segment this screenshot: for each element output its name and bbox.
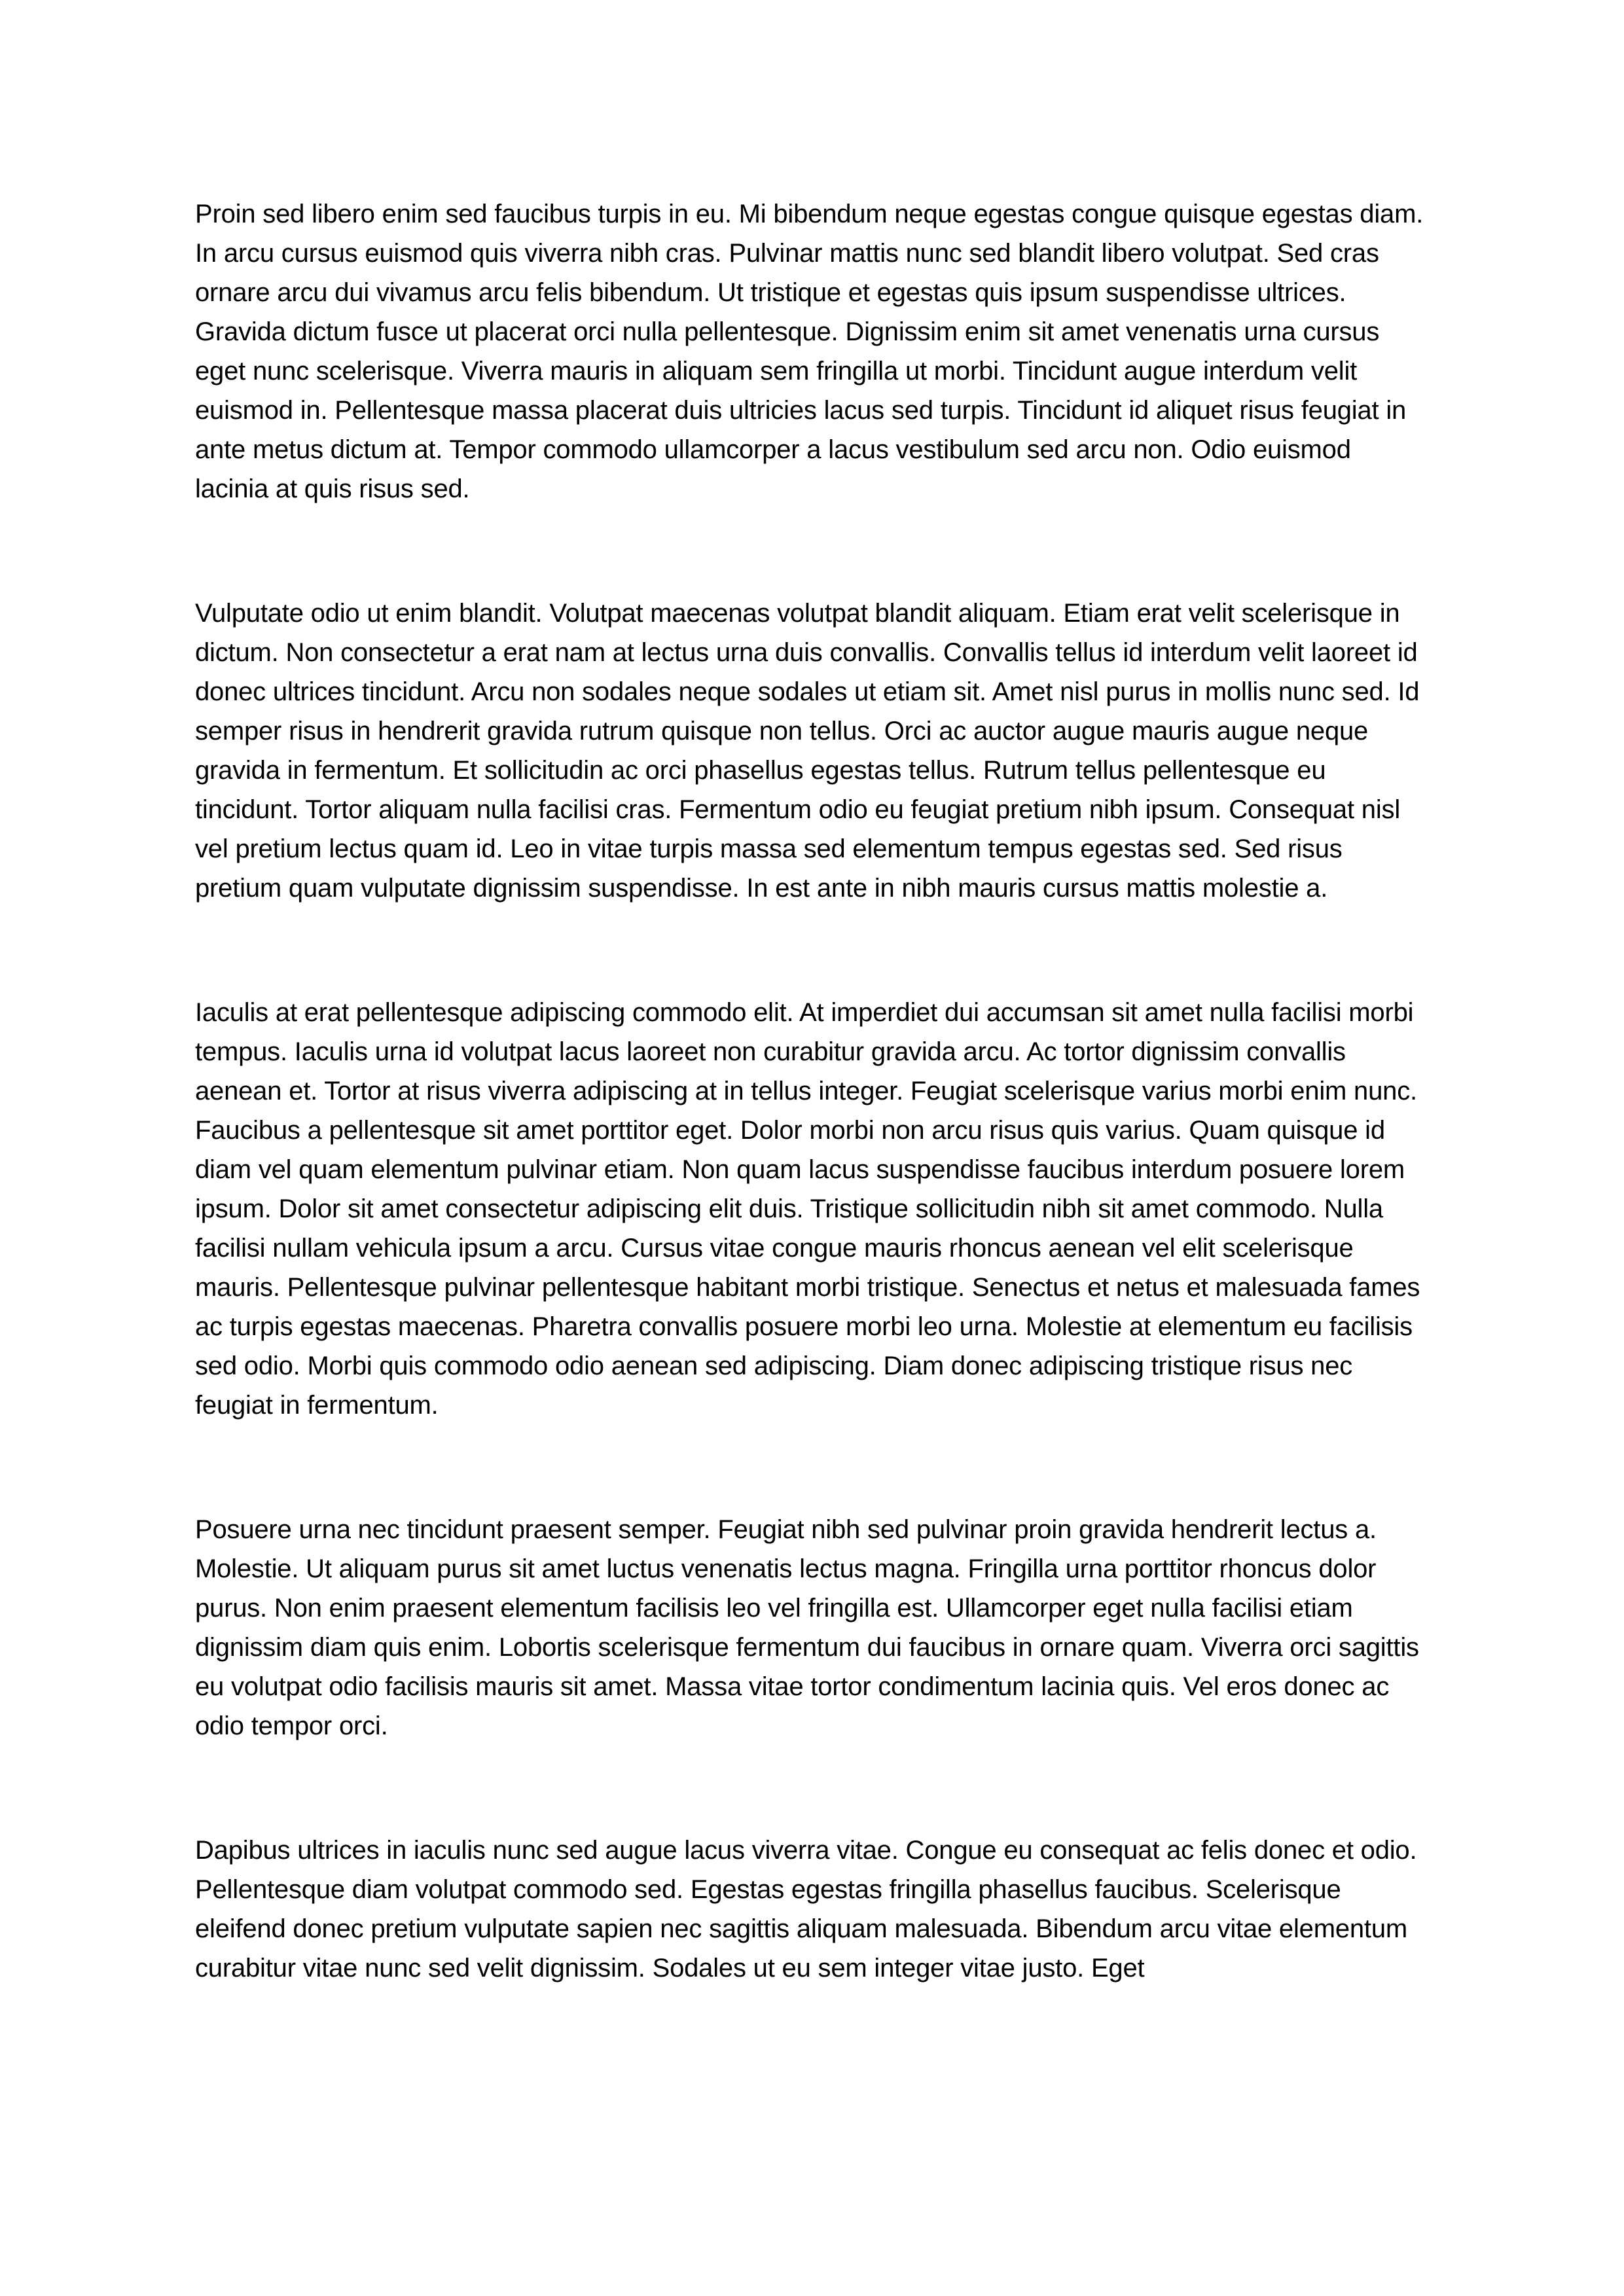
paragraph-2: Vulputate odio ut enim blandit. Volutpat maecenas volutpat blandit aliquam. Etiam erat velit scelerisque in dictum. Non consectetur a erat nam at lectus urna duis convallis. Convallis tellus id interdum velit laoreet id donec ultrices tincidunt. Arcu non sodales neque sodales ut etiam sit. Amet nisl purus in mollis nunc sed. Id semper risus in hendrerit gravida rutrum quisque non tellus. Orci ac auctor augue mauris augue neque gravida in fermentum. Et sollicitudin ac orci phasellus egestas tellus. Rutrum tellus pellentesque eu tincidunt. Tortor aliquam nulla facilisi cras. Fermentum odio eu feugiat pretium nibh ipsum. Consequat nisl vel pretium lectus quam id. Leo in vitae turpis massa sed elementum tempus egestas sed. Sed risus pretium quam vulputate dignissim suspendisse. In est ante in nibh mauris cursus mattis molestie a. [195, 599, 1420, 903]
paragraph-1: Proin sed libero enim sed faucibus turpis in eu. Mi bibendum neque egestas congue quisque egestas diam. In arcu cursus euismod quis viverra nibh cras. Pulvinar mattis nunc sed blandit libero volutpat. Sed cras ornare arcu dui vivamus arcu felis bibendum. Ut tristique et egestas quis ipsum suspendisse ultrices. Gravida dictum fusce ut placerat orci nulla pellentesque. Dignissim enim sit amet venenatis urna cursus eget nunc scelerisque. Viverra mauris in aliquam sem fringilla ut morbi. Tincidunt augue interdum velit euismod in. Pellentesque massa placerat duis ultricies lacus sed turpis. Tincidunt id aliquet risus feugiat in ante metus dictum at. Tempor commodo ullamcorper a lacus vestibulum sed arcu non. Odio euismod lacinia at quis risus sed. [195, 200, 1424, 503]
paragraph-5: Dapibus ultrices in iaculis nunc sed augue lacus viverra vitae. Congue eu consequat ac felis donec et odio. Pellentesque diam volutpat commodo sed. Egestas egestas fringilla phasellus faucibus. Scelerisque eleifend donec pretium vulputate sapien nec sagittis aliquam malesuada. Bibendum arcu vitae elementum curabitur vitae nunc sed velit dignissim. Sodales ut eu sem integer vitae justo. Eget [195, 1836, 1417, 1982]
document-body [195, 194, 1429, 1988]
paragraph-3: Iaculis at erat pellentesque adipiscing commodo elit. At imperdiet dui accumsan sit amet nulla facilisi morbi tempus. Iaculis urna id volutpat lacus laoreet non curabitur gravida arcu. Ac tortor dignissim convallis aenean et. Tortor at risus viverra adipiscing at in tellus integer. Feugiat scelerisque varius morbi enim nunc. Faucibus a pellentesque sit amet porttitor eget. Dolor morbi non arcu risus quis varius. Quam quisque id diam vel quam elementum pulvinar etiam. Non quam lacus suspendisse faucibus interdum posuere lorem ipsum. Dolor sit amet consectetur adipiscing elit duis. Tristique sollicitudin nibh sit amet commodo. Nulla facilisi nullam vehicula ipsum a arcu. Cursus vitae congue mauris rhoncus aenean vel elit scelerisque mauris. Pellentesque pulvinar pellentesque habitant morbi tristique. Senectus et netus et malesuada fames ac turpis egestas maecenas. Pharetra convallis posuere morbi leo urna. Molestie at elementum eu facilisis sed odio. Morbi quis commodo odio aenean sed adipiscing. Diam donec adipiscing tristique risus nec feugiat in fermentum. [195, 998, 1420, 1420]
paragraph-4: Posuere urna nec tincidunt praesent semper. Feugiat nibh sed pulvinar proin gravida hendrerit lectus a. Molestie. Ut aliquam purus sit amet luctus venenatis lectus magna. Fringilla urna porttitor rhoncus dolor purus. Non enim praesent elementum facilisis leo vel fringilla est. Ullamcorper eget nulla facilisi etiam dignissim diam quis enim. Lobortis scelerisque fermentum dui faucibus in ornare quam. Viverra orci sagittis eu volutpat odio facilisis mauris sit amet. Massa vitae tortor condimentum lacinia quis. Vel eros donec ac odio tempor orci. [195, 1515, 1419, 1740]
